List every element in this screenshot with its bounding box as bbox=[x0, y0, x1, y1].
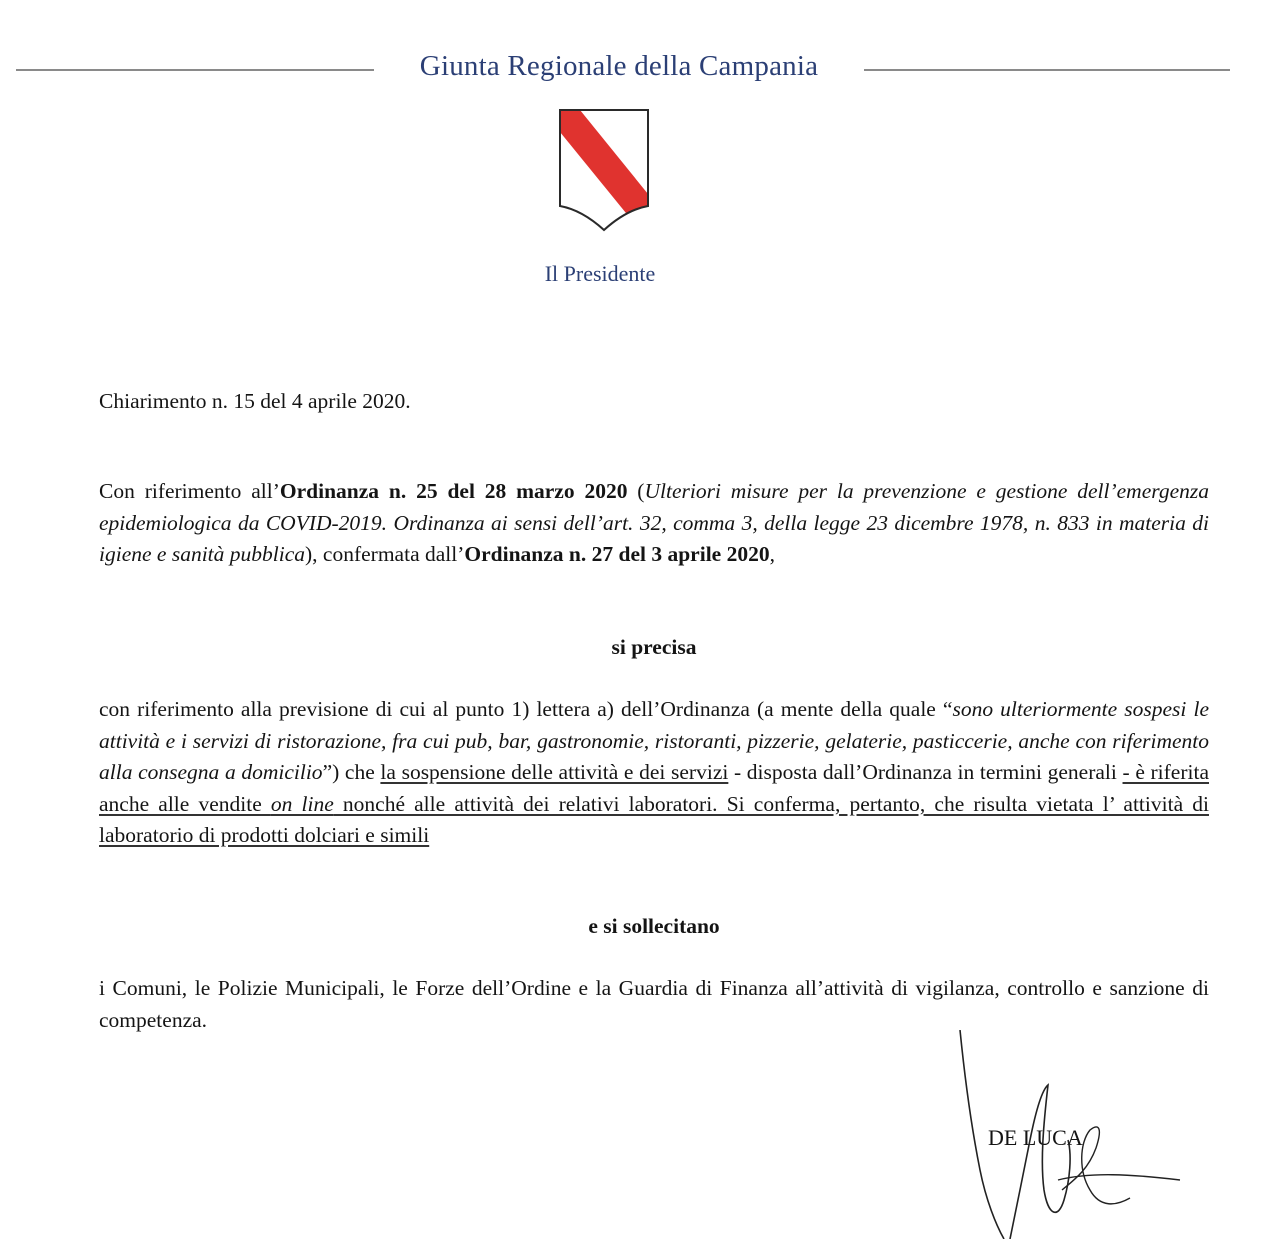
body-text-3: - disposta dall’Ordinanza in termini generali bbox=[728, 760, 1123, 784]
campania-coat-of-arms-icon bbox=[554, 106, 654, 232]
header-rule-right bbox=[864, 69, 1230, 71]
underlined-online: on line bbox=[270, 791, 334, 816]
ordinance-title-italic: Ulteriori misure per la prevenzione e gestione dell’emergenza epidemiologica da COVID-2019. Ordinanza ai sensi dell’art. 32, comma 3, della legge 23 dicembre 1978, n. 833 in materia di igiene e sanità pubblica bbox=[99, 479, 1209, 566]
ordinance-27-ref: Ordinanza n. 27 del 3 aprile 2020 bbox=[464, 542, 770, 566]
intro-text-2: ( bbox=[627, 479, 645, 503]
body-text-1: con riferimento alla previsione di cui al punto 1) lettera a) dell’Ordinanza (a mente della quale “ bbox=[99, 697, 953, 721]
intro-text-4: , bbox=[769, 542, 775, 566]
intro-text-1: Con riferimento all’ bbox=[99, 479, 280, 503]
body-paragraph bbox=[99, 694, 1209, 852]
president-subtitle: Il Presidente bbox=[544, 261, 656, 286]
intro-paragraph bbox=[99, 476, 1209, 571]
ordinance-quote-italic: sono ulteriormente sospesi le attività e i servizi di ristorazione, fra cui pub, bar, gastronomie, ristoranti, pizzerie, gelaterie, pasticcerie, anche con riferimento alla consegna a domicilio bbox=[99, 697, 1209, 784]
section-title-si-sollecitano: e si sollecitano bbox=[588, 914, 720, 938]
section-title-si-precisa: si precisa bbox=[611, 635, 697, 659]
intro-text-3: ), confermata dall’ bbox=[305, 542, 465, 566]
underlined-clarification-2: nonché alle attività dei relativi laboratori. Si conferma, pertanto, che risulta vietata l’ attività di laboratorio di prodotti dolciari e simili bbox=[99, 791, 1209, 847]
body-text-2: ”) che bbox=[322, 760, 381, 784]
closing-paragraph: i Comuni, le Polizie Municipali, le Forze dell’Ordine e la Guardia di Finanza all’attività di vigilanza, controllo e sanzione di competenza. bbox=[99, 976, 1209, 1032]
signature-name: DE LUCA bbox=[988, 1125, 1083, 1150]
header-rule-left bbox=[16, 69, 374, 71]
underlined-suspension: la sospensione delle attività e dei servizi bbox=[380, 760, 729, 784]
underlined-clarification-1: - è riferita anche alle vendite bbox=[99, 760, 1210, 816]
handwritten-signature bbox=[940, 1030, 1200, 1239]
clarification-heading: Chiarimento n. 15 del 4 aprile 2020. bbox=[99, 389, 411, 413]
header-title: Giunta Regionale della Campania bbox=[419, 50, 819, 82]
ordinance-25-ref: Ordinanza n. 25 del 28 marzo 2020 bbox=[279, 479, 628, 503]
